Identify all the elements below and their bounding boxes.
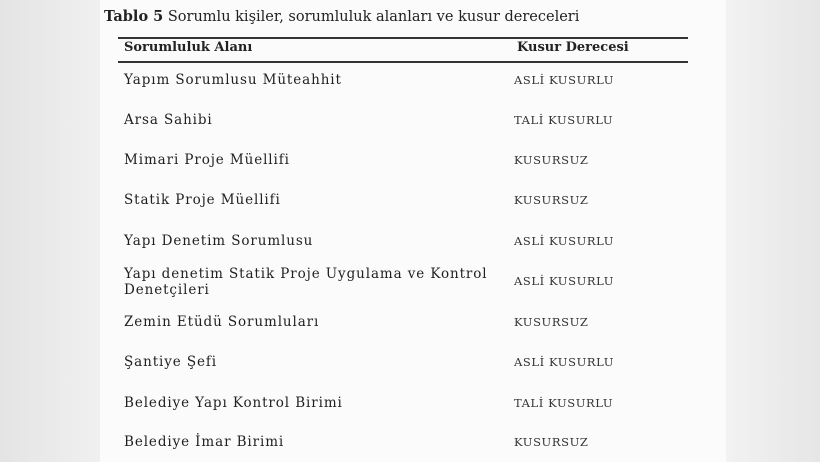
left-background-blur — [0, 0, 100, 462]
row-area: Yapı Denetim Sorumlusu — [124, 233, 314, 249]
row-fault: TALİ KUSURLU — [514, 396, 614, 410]
table-caption — [104, 8, 724, 25]
row-area: Belediye İmar Birimi — [124, 434, 285, 450]
table-caption-text: Sorumlu kişiler, sorumluluk alanları ve kusur dereceleri — [167, 9, 580, 25]
row-area: Zemin Etüdü Sorumluları — [124, 314, 320, 330]
row-area: Belediye Yapı Kontrol Birimi — [124, 395, 343, 411]
row-area: Yapı denetim Statik Proje Uygulama ve Kontrol Denetçileri — [124, 266, 488, 298]
row-area: Mimari Proje Müellifi — [124, 152, 290, 168]
document-page — [100, 0, 726, 462]
table-caption-label: Tablo 5 — [104, 8, 164, 25]
table-header-row — [118, 37, 688, 63]
row-area: Statik Proje Müellifi — [124, 192, 281, 208]
row-fault: KUSURSUZ — [514, 193, 589, 207]
row-fault: KUSURSUZ — [514, 153, 589, 167]
row-area: Şantiye Şefi — [124, 354, 217, 370]
row-fault: ASLİ KUSURLU — [514, 355, 615, 369]
header-fault-degree: Kusur Derecesi — [517, 40, 629, 55]
row-fault: ASLİ KUSURLU — [514, 274, 615, 288]
row-fault: ASLİ KUSURLU — [514, 234, 615, 248]
row-area: Arsa Sahibi — [124, 112, 213, 128]
right-background-blur — [726, 0, 820, 462]
row-area: Yapım Sorumlusu Müteahhit — [124, 72, 342, 88]
header-responsibility-area: Sorumluluk Alanı — [124, 40, 253, 55]
row-fault: KUSURSUZ — [514, 435, 589, 449]
row-fault: ASLİ KUSURLU — [514, 73, 615, 87]
row-fault: KUSURSUZ — [514, 315, 589, 329]
row-fault: TALİ KUSURLU — [514, 113, 614, 127]
